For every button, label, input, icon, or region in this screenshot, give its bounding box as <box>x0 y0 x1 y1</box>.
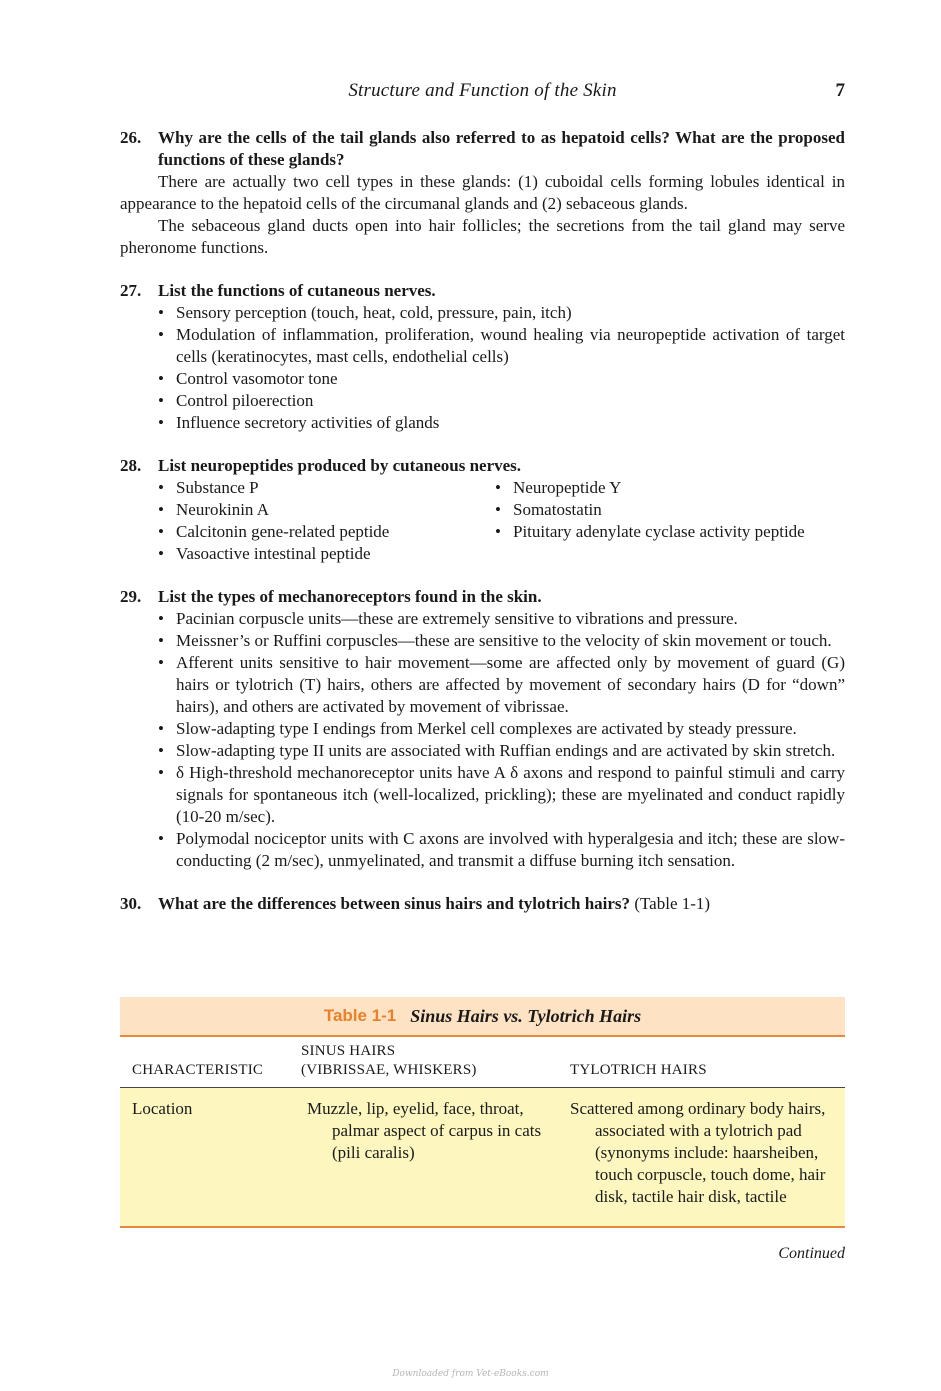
table-cell-characteristic: Location <box>132 1099 193 1118</box>
column-header-sinus-line2: (VIBRISSAE, WHISKERS) <box>301 1062 477 1078</box>
question-text: List the functions of cutaneous nerves. <box>158 281 436 300</box>
bullet-list <box>120 302 845 434</box>
watermark: Downloaded from Vet-eBooks.com <box>392 1369 549 1379</box>
bullet-list <box>120 608 845 872</box>
list-item: • Vasoactive intestinal peptide <box>158 544 371 563</box>
question-number: 27. <box>120 281 142 300</box>
list-item: • Control vasomotor tone <box>158 369 338 388</box>
running-title: Structure and Function of the Skin <box>348 80 617 101</box>
two-column-list <box>120 477 845 565</box>
list-item: • Neurokinin A <box>158 500 270 519</box>
body-text <box>120 127 845 915</box>
list-item: • Neuropeptide Y <box>495 478 622 497</box>
question-text: List the types of mechanoreceptors found in the skin. <box>158 587 542 606</box>
list-item: • Polymodal nociceptor units with C axons are involved with hyperalgesia and itch; these are slow-conducting (2 m/sec), unmyelinated, and transmit a diffuse burning itch sensation. <box>158 829 845 870</box>
list-item: • Control piloerection <box>158 391 314 410</box>
question-29 <box>120 586 845 872</box>
table-label: Table 1-1 <box>323 1006 397 1025</box>
question-number: 29. <box>120 587 142 606</box>
page-number: 7 <box>835 80 845 101</box>
table-title-bar <box>120 997 845 1037</box>
table-cell-tylotrich: Scattered among ordinary body hairs, associated with a tylotrich pad (synonyms include: haarsheiben, touch corpuscle, touch dome, hair disk, tactile hair disk, tactile <box>570 1099 826 1206</box>
column-header-tylotrich: TYLOTRICH HAIRS <box>570 1062 707 1078</box>
list-item: • Calcitonin gene-related peptide <box>158 522 390 541</box>
column-header-sinus-line1: SINUS HAIRS <box>301 1043 396 1059</box>
question-number: 28. <box>120 456 142 475</box>
list-item: • Substance P <box>158 478 259 497</box>
question-26 <box>120 127 845 259</box>
list-item: • Somatostatin <box>495 500 602 519</box>
table-row <box>120 1088 845 1228</box>
list-item: • Influence secretory activities of glands <box>158 413 440 432</box>
list-item: • Afferent units sensitive to hair movement—some are affected only by movement of guard (G) hairs or tylotrich (T) hairs, others are affected by movement of secondary hairs (D for “down” hairs), and others are activated by movement of vibrissae. <box>158 653 845 716</box>
running-head <box>120 80 845 104</box>
question-30 <box>120 893 845 915</box>
table-1-1 <box>120 997 845 1228</box>
table-cell-sinus: Muzzle, lip, eyelid, face, throat, palmar aspect of carpus in cats (pili caralis) <box>307 1099 542 1162</box>
list-item: • δ High-threshold mechanoreceptor units have A δ axons and respond to painful stimuli and carry signals for spontaneous itch (well-localized, prickling); these are myelinated and conduct rapidly (10-20 m/sec). <box>158 763 845 826</box>
answer-paragraph: There are actually two cell types in these glands: (1) cuboidal cells forming lobules identical in appearance to the hepatoid cells of the circumanal glands and (2) sebaceous glands. <box>120 172 845 213</box>
column-header-characteristic: CHARACTERISTIC <box>132 1062 264 1078</box>
question-27 <box>120 280 845 434</box>
table-header-row <box>120 1037 845 1088</box>
bullet-list-right <box>495 477 845 565</box>
list-item: • Pituitary adenylate cyclase activity peptide <box>495 522 805 541</box>
list-item: • Modulation of inflammation, proliferation, wound healing via neuropeptide activation of target cells (keratinocytes, mast cells, endothelial cells) <box>158 325 845 366</box>
question-number: 26. <box>120 128 142 147</box>
bullet-list-left <box>158 477 495 565</box>
question-28 <box>120 455 845 565</box>
answer-paragraph: The sebaceous gland ducts open into hair follicles; the secretions from the tail gland may serve pheronome functions. <box>120 216 845 257</box>
table-caption: Sinus Hairs vs. Tylotrich Hairs <box>410 1005 642 1026</box>
question-text: List neuropeptides produced by cutaneous nerves. <box>158 456 522 475</box>
question-number: 30. <box>120 894 142 913</box>
list-item: • Meissner’s or Ruffini corpuscles—these are sensitive to the velocity of skin movement or touch. <box>158 631 832 650</box>
list-item: • Sensory perception (touch, heat, cold, pressure, pain, itch) <box>158 303 572 322</box>
question-text: Why are the cells of the tail glands also referred to as hepatoid cells? What are the proposed functions of these glands? <box>158 128 845 169</box>
list-item: • Slow-adapting type I endings from Merkel cell complexes are activated by steady pressure. <box>158 719 797 738</box>
question-text: What are the differences between sinus hairs and tylotrich hairs? <box>158 894 631 913</box>
table-reference: (Table 1-1) <box>634 894 711 913</box>
list-item: • Pacinian corpuscle units—these are extremely sensitive to vibrations and pressure. <box>158 609 738 628</box>
continued-note: Continued <box>778 1245 845 1262</box>
list-item: • Slow-adapting type II units are associated with Ruffian endings and are activated by skin stretch. <box>158 741 836 760</box>
